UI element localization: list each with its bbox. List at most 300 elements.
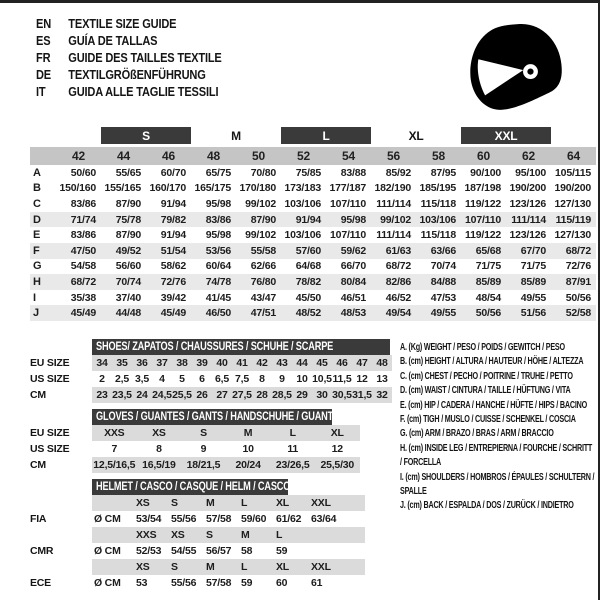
table-row	[30, 274, 596, 290]
size-number: 44	[101, 147, 146, 165]
value-cell: 55/58	[236, 243, 281, 259]
value-cell: 37	[152, 355, 172, 371]
sub-header-bar	[92, 339, 390, 355]
visor-pivot-inner	[527, 69, 533, 75]
size-number: 52	[281, 147, 326, 165]
value-cell: 107/110	[461, 212, 506, 228]
value-cell: 150/160	[56, 181, 101, 197]
value-cell: 9	[200, 443, 207, 455]
value-cell: 103/106	[416, 212, 461, 228]
value-cell: 68/72	[551, 243, 596, 259]
value-cell: 83/86	[191, 212, 236, 228]
value-cell: XS	[167, 527, 202, 543]
legend-item: H. (cm) INSIDE LEG / ENTREPIERNA / FOURCHE / SCHRITT / FORCELLA	[400, 442, 593, 469]
size-number: 46	[146, 147, 191, 165]
value-cell: 95/98	[191, 196, 236, 212]
size-group-xxl: XXL	[461, 127, 551, 144]
value-cell: 8	[259, 373, 265, 385]
value-cell: 107/110	[326, 196, 371, 212]
value-cell: 83/88	[326, 165, 371, 181]
value-cell: 68/72	[371, 259, 416, 275]
row-label: EU SIZE	[30, 357, 70, 369]
value-cell: 37/40	[101, 290, 146, 306]
value-cell: 45/49	[146, 305, 191, 321]
value-cell: 67/70	[506, 243, 551, 259]
value-cell: 84/88	[416, 274, 461, 290]
sub-header-row	[30, 479, 365, 495]
value-cell: 36	[132, 355, 152, 371]
value-cell: XXS	[132, 527, 167, 543]
table-row	[30, 559, 365, 575]
value-cell: 61	[311, 577, 323, 589]
value-cell: 123/126	[506, 227, 551, 243]
value-cell: 7	[111, 443, 118, 455]
value-cell: 48/53	[326, 305, 371, 321]
row-label: H	[30, 274, 56, 290]
value-cell: 6,5	[215, 373, 229, 385]
table-row	[30, 290, 596, 306]
table-row	[30, 457, 360, 473]
value-cell: 65/68	[461, 243, 506, 259]
language-code: EN	[36, 16, 52, 31]
value-cell: 13	[376, 373, 388, 385]
value-cell: 82/86	[371, 274, 416, 290]
filler-cell	[342, 575, 365, 591]
value-cell: XL	[272, 559, 307, 575]
value-cell: 83/86	[56, 196, 101, 212]
language-title-list	[36, 15, 291, 100]
legend-item: B. (cm) HEIGHT / ALTURA / HAUTEUR / HÖHE / ALTEZZA	[400, 356, 584, 368]
value-cell: 61/62	[276, 513, 302, 525]
value-cell: L	[270, 425, 315, 441]
value-cell: 177/187	[326, 181, 371, 197]
size-group-spacer	[551, 127, 596, 144]
value-cell: 35/38	[56, 290, 101, 306]
row-label: B	[30, 181, 56, 197]
value-cell: 99/102	[236, 196, 281, 212]
value-cell: 41/45	[191, 290, 236, 306]
value-cell: 45	[312, 355, 332, 371]
table-row	[30, 259, 596, 275]
value-cell: 187/198	[461, 181, 506, 197]
value-cell: 85/92	[371, 165, 416, 181]
value-cell: 72/76	[551, 259, 596, 275]
value-cell: 103/106	[281, 196, 326, 212]
size-number: 58	[416, 147, 461, 165]
value-cell: 165/175	[191, 181, 236, 197]
value-cell: 20/24	[226, 457, 271, 473]
value-cell: 60/64	[191, 259, 236, 275]
size-number: 62	[506, 147, 551, 165]
value-cell: 57/58	[206, 513, 232, 525]
value-cell: 70/80	[236, 165, 281, 181]
value-cell: 91/94	[281, 212, 326, 228]
value-cell: 155/165	[101, 181, 146, 197]
value-cell: 53/56	[191, 243, 236, 259]
value-cell: 44/48	[101, 305, 146, 321]
value-cell: 87/95	[416, 165, 461, 181]
value-cell: 25,5/30	[315, 457, 360, 473]
row-label: FIA	[30, 513, 47, 525]
value-cell: 45/49	[56, 305, 101, 321]
value-cell: 80/84	[326, 274, 371, 290]
value-cell: 28,5	[272, 389, 292, 401]
value-cell: 7,5	[235, 373, 249, 385]
value-cell: 46/51	[326, 290, 371, 306]
value-cell: 27,5	[232, 389, 252, 401]
helmet-icon	[452, 19, 578, 117]
value-cell: 35	[112, 355, 132, 371]
size-group-m: M	[191, 127, 281, 144]
sub-header-cell	[92, 479, 365, 495]
value-cell: 71/75	[461, 259, 506, 275]
size-number: 42	[56, 147, 101, 165]
value-cell: 111/114	[506, 212, 551, 228]
value-cell: 12	[331, 443, 343, 455]
value-cell: XS	[132, 559, 167, 575]
value-cell: 51/56	[506, 305, 551, 321]
row-label: EU SIZE	[30, 427, 70, 439]
row-label: ECE	[30, 577, 51, 589]
value-cell: XL	[272, 495, 307, 511]
sub-header-title: HELMET / CASCO / CASQUE / HELM / CASCO	[96, 481, 291, 493]
value-cell: 190/200	[551, 181, 596, 197]
language-title: GUIDA ALLE TAGLIE TESSILI	[68, 84, 219, 99]
value-cell: 95/98	[191, 227, 236, 243]
value-cell: 49/55	[416, 305, 461, 321]
value-cell: 52/58	[551, 305, 596, 321]
value-cell: 182/190	[371, 181, 416, 197]
sub-header-bar	[92, 409, 336, 425]
value-cell: 60	[276, 577, 288, 589]
legend-item: A. (Kg) WEIGHT / PESO / POIDS / GEWITCH / PESO	[400, 342, 565, 353]
value-cell: 87/90	[101, 227, 146, 243]
table-row	[30, 527, 365, 543]
size-number-row	[30, 147, 596, 165]
value-cell: 27	[212, 387, 232, 403]
size-group-l: L	[281, 127, 371, 144]
value-cell: 55/56	[171, 577, 197, 589]
language-row	[36, 83, 291, 100]
language-code: ES	[36, 33, 51, 48]
row-label: E	[30, 227, 56, 243]
value-cell: 10	[242, 443, 254, 455]
value-cell: 26	[192, 387, 212, 403]
value-cell: 57/58	[206, 577, 232, 589]
filler-cell	[342, 559, 365, 575]
value-cell: S	[167, 559, 202, 575]
value-cell: 2	[99, 373, 105, 385]
row-label: G	[30, 259, 56, 275]
value-cell: 4	[159, 373, 165, 385]
value-cell: 46/50	[191, 305, 236, 321]
value-cell: 63/64	[311, 513, 337, 525]
unit-cell: Ø CM	[94, 577, 121, 589]
value-cell: 47/53	[416, 290, 461, 306]
value-cell: XS	[137, 425, 182, 441]
value-cell: 127/130	[551, 227, 596, 243]
value-cell: 49/55	[506, 290, 551, 306]
row-label: I	[30, 290, 56, 306]
value-cell: 95/98	[326, 212, 371, 228]
value-cell: 90/100	[461, 165, 506, 181]
value-cell: 59	[241, 577, 253, 589]
language-title: TEXTILGRÖßENFÜHRUNG	[68, 67, 206, 82]
value-cell: 11	[287, 443, 299, 455]
size-number: 50	[236, 147, 281, 165]
row-label: J	[30, 305, 56, 321]
value-cell: 49/52	[101, 243, 146, 259]
value-cell: 78/82	[281, 274, 326, 290]
size-number: 54	[326, 147, 371, 165]
value-cell: 115/118	[416, 227, 461, 243]
row-label: A	[30, 165, 56, 181]
value-cell: 107/110	[326, 227, 371, 243]
row-label: D	[30, 212, 56, 228]
value-cell: 50/56	[551, 290, 596, 306]
value-cell: 75/78	[101, 212, 146, 228]
value-cell: 58	[241, 545, 253, 557]
value-cell: 34	[92, 355, 112, 371]
table-row	[30, 575, 365, 591]
gloves-size-table	[30, 409, 360, 473]
language-code: DE	[36, 67, 52, 82]
label-spacer	[30, 479, 92, 495]
table-row	[30, 495, 365, 511]
value-cell: 62/66	[236, 259, 281, 275]
value-cell: XXL	[307, 495, 342, 511]
value-cell: 46	[332, 355, 352, 371]
table-row	[30, 425, 360, 441]
value-cell: 127/130	[551, 196, 596, 212]
size-group-s: S	[101, 127, 191, 144]
value-cell: 38	[172, 355, 192, 371]
value-cell: 23/26,5	[270, 457, 315, 473]
value-cell: 123/126	[506, 196, 551, 212]
legend-item: I. (cm) SHOULDERS / HOMBROS / ÉPAULES / SCHULTERN / SPALLE	[400, 471, 595, 498]
legend-item: J. (cm) BACK / ESPALDA / DOS / ZURÜCK / INDIETRO	[400, 500, 574, 512]
value-cell: 53/54	[136, 513, 162, 525]
value-cell: 74/78	[191, 274, 236, 290]
value-cell: 49/54	[371, 305, 416, 321]
row-label: F	[30, 243, 56, 259]
value-cell: M	[202, 495, 237, 511]
value-cell: 54/55	[171, 545, 197, 557]
value-cell: 71/75	[506, 259, 551, 275]
value-cell: 53	[136, 577, 148, 589]
value-cell: 59/62	[326, 243, 371, 259]
value-cell: 70/74	[101, 274, 146, 290]
table-row	[30, 181, 596, 197]
value-cell: 99/102	[236, 227, 281, 243]
language-code: IT	[36, 84, 46, 99]
unit-cell	[92, 527, 132, 543]
value-cell: 52/53	[136, 545, 162, 557]
value-cell: 10	[296, 373, 308, 385]
value-cell: L	[272, 527, 307, 543]
value-cell: 56/60	[101, 259, 146, 275]
value-cell: 115/119	[551, 212, 596, 228]
value-cell: 58/62	[146, 259, 191, 275]
row-label-spacer	[30, 127, 56, 144]
value-cell: 24,5	[152, 389, 172, 401]
table-row	[30, 305, 596, 321]
value-cell: 30	[312, 387, 332, 403]
sub-header-bar	[92, 479, 291, 495]
textile-size-table	[30, 127, 596, 321]
value-cell: 55/56	[171, 513, 197, 525]
value-cell: 60/70	[146, 165, 191, 181]
value-cell: 119/122	[461, 196, 506, 212]
value-cell: 68/72	[56, 274, 101, 290]
language-row	[36, 49, 291, 66]
table-row	[30, 243, 596, 259]
value-cell: 87/91	[551, 274, 596, 290]
value-cell: 42	[252, 355, 272, 371]
row-label: CM	[30, 459, 46, 471]
shoes-size-table	[30, 339, 392, 403]
value-cell: 63/66	[416, 243, 461, 259]
value-cell: 18/21,5	[181, 457, 226, 473]
value-cell: 115/118	[416, 196, 461, 212]
value-cell: 47	[352, 355, 372, 371]
value-cell: 91/94	[146, 227, 191, 243]
value-cell: 91/94	[146, 196, 191, 212]
table-row	[30, 387, 392, 403]
value-cell: 70/74	[416, 259, 461, 275]
value-cell: L	[237, 495, 272, 511]
sub-header-title: GLOVES / GUANTES / GANTS / HANDSCHUHE / GUANTI	[96, 411, 336, 423]
value-cell: 28	[252, 387, 272, 403]
value-cell: 47/50	[56, 243, 101, 259]
size-number: 56	[371, 147, 416, 165]
value-cell: 57/60	[281, 243, 326, 259]
table-row	[30, 212, 596, 228]
value-cell: M	[226, 425, 271, 441]
value-cell: 43	[272, 355, 292, 371]
value-cell: 71/74	[56, 212, 101, 228]
value-cell: 3,5	[135, 373, 149, 385]
value-cell	[307, 543, 342, 559]
value-cell: 16,5/19	[137, 457, 182, 473]
legend-item: C. (cm) CHEST / PECHO / POITRINE / TRUHE / PETTO	[400, 370, 573, 382]
table-row	[30, 165, 596, 181]
value-cell: 105/115	[551, 165, 596, 181]
sub-header-cell	[92, 409, 360, 425]
value-cell: S	[202, 527, 237, 543]
language-row	[36, 15, 291, 32]
value-cell: 66/70	[326, 259, 371, 275]
value-cell: 12,5/16,5	[93, 459, 136, 471]
value-cell: 119/122	[461, 227, 506, 243]
filler-cell	[342, 527, 365, 543]
value-cell: 47/51	[236, 305, 281, 321]
value-cell: 56/57	[206, 545, 232, 557]
value-cell: 170/180	[236, 181, 281, 197]
value-cell: 99/102	[371, 212, 416, 228]
value-cell: 87/90	[236, 212, 281, 228]
sub-header-row	[30, 339, 392, 355]
value-cell: 9	[279, 373, 285, 385]
value-cell: 23,5	[112, 389, 132, 401]
language-title: TEXTILE SIZE GUIDE	[68, 16, 177, 31]
value-cell: 48/52	[281, 305, 326, 321]
size-group-xl: XL	[371, 127, 461, 144]
measurement-legend	[400, 341, 600, 514]
row-label: C	[30, 196, 56, 212]
value-cell: 173/183	[281, 181, 326, 197]
label-spacer	[30, 339, 92, 355]
value-cell: 111/114	[371, 196, 416, 212]
value-cell: 45/50	[281, 290, 326, 306]
table-row	[30, 543, 365, 559]
value-cell: 61/63	[371, 243, 416, 259]
value-cell: XXS	[92, 425, 137, 441]
row-label: CM	[30, 389, 46, 401]
table-row	[30, 196, 596, 212]
size-number: 64	[551, 147, 596, 165]
value-cell: 8	[156, 443, 162, 455]
legend-item: G. (cm) ARM / BRAZO / BRAS / ARM / BRACCIO	[400, 428, 554, 440]
size-number: 60	[461, 147, 506, 165]
sub-header-cell	[92, 339, 392, 355]
unit-cell: Ø CM	[94, 545, 121, 557]
value-cell: 39/42	[146, 290, 191, 306]
value-cell: 83/86	[56, 227, 101, 243]
value-cell: 46/52	[371, 290, 416, 306]
value-cell: 23	[92, 387, 112, 403]
value-cell: 59	[276, 545, 288, 557]
value-cell: 48	[372, 355, 392, 371]
filler-cell	[342, 495, 365, 511]
value-cell: 5	[179, 373, 185, 385]
sub-header-title: SHOES/ ZAPATOS / CHAUSSURES / SCHUHE / SCARPE	[96, 341, 334, 353]
value-cell: 59/60	[241, 513, 267, 525]
language-row	[36, 32, 291, 49]
value-cell: L	[237, 559, 272, 575]
table-row	[30, 441, 360, 457]
language-row	[36, 66, 291, 83]
value-cell: 65/75	[191, 165, 236, 181]
value-cell: 31,5	[352, 389, 372, 401]
value-cell: XS	[132, 495, 167, 511]
table-row	[30, 227, 596, 243]
value-cell: 11,5	[332, 373, 352, 385]
value-cell: 12	[356, 373, 368, 385]
value-cell: 72/76	[146, 274, 191, 290]
value-cell	[307, 527, 342, 543]
value-cell: XL	[315, 425, 360, 441]
value-cell: 41	[232, 355, 252, 371]
value-cell: S	[181, 425, 226, 441]
size-group-row	[30, 127, 596, 144]
value-cell: 55/65	[101, 165, 146, 181]
value-cell: 103/106	[281, 227, 326, 243]
value-cell: 30,5	[332, 389, 352, 401]
value-cell: 43/47	[236, 290, 281, 306]
value-cell: 87/90	[101, 196, 146, 212]
row-label: US SIZE	[30, 443, 70, 455]
language-title: GUÍA DE TALLAS	[68, 33, 158, 48]
language-title: GUIDE DES TAILLES TEXTILE	[68, 50, 222, 65]
label-spacer	[30, 409, 92, 425]
helmet-size-table	[30, 479, 365, 591]
value-cell: 160/170	[146, 181, 191, 197]
table-row	[30, 371, 392, 387]
legend-item: E. (cm) HIP / CADERA / HANCHE / HÜFTE / HIPS / BACINO	[400, 399, 587, 411]
row-label: US SIZE	[30, 373, 70, 385]
filler-cell	[342, 511, 365, 527]
